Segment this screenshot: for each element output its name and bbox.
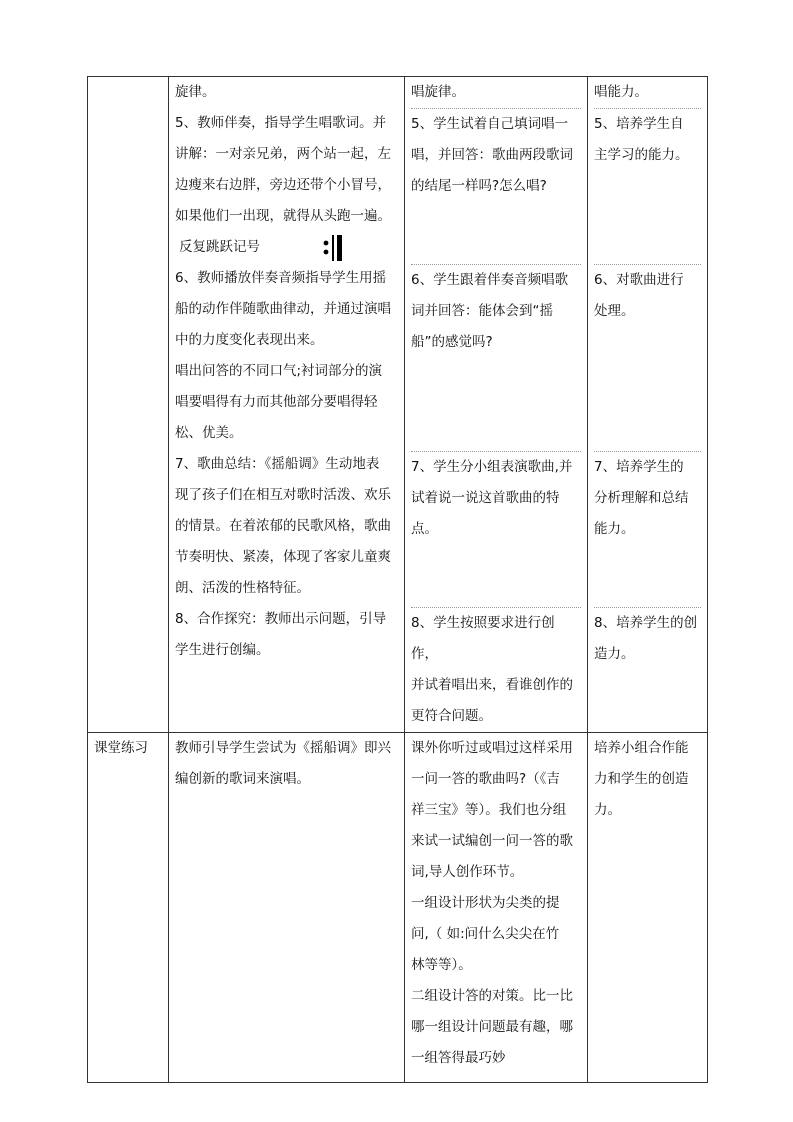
text-line: 课外你听过或唱过这样采用	[411, 740, 573, 756]
text-line: 问,（ 如:问什么尖尖在竹	[411, 926, 560, 942]
intent-block-1	[594, 77, 701, 108]
text-line: 处理。	[594, 303, 635, 319]
text-line: 节奏明快、紧凑，体现了客家儿童爽	[175, 549, 391, 565]
text-line: 力和学生的创造	[594, 771, 689, 787]
text-line: 8、合作探究：教师出示问题，引导	[175, 611, 387, 627]
repeat-sign-line	[175, 232, 398, 263]
student-block-7	[411, 451, 581, 607]
text-line: 5、学生试着自己填词唱一	[411, 116, 569, 132]
text-line: 8、培养学生的创	[594, 615, 698, 631]
text-line: 造力。	[594, 646, 635, 662]
text-line: 能力。	[594, 521, 635, 537]
text-line: 松、优美。	[175, 425, 243, 441]
text-line: 船的动作伴随歌曲律动，并通过演唱	[175, 301, 391, 317]
text-line: 二组设计答的对策。比一比	[411, 988, 573, 1004]
text-line: 边瘦来右边胖，旁边还带个小冒号，	[175, 177, 391, 193]
text-line: 分析理解和总结	[594, 490, 689, 506]
text-line: 6、对歌曲进行	[594, 272, 684, 288]
student-activity-cell	[405, 77, 588, 733]
intent-block-6	[594, 264, 701, 451]
intent-block-7	[594, 451, 701, 607]
text-line: 词,导人创作环节。	[411, 864, 524, 880]
text-line: 7、歌曲总结：《摇船调》生动地表	[175, 456, 380, 472]
teacher-practice-cell	[169, 733, 405, 1083]
teacher-activity-cell	[169, 77, 405, 733]
teacher-block-6	[175, 263, 398, 449]
text-line: 唱能力。	[594, 84, 648, 100]
text-line: 7、培养学生的	[594, 459, 684, 475]
text-line: 7、学生分小组表演歌曲,并	[411, 459, 573, 475]
text-line: 如果他们一出现，就得从头跑一遍。	[175, 208, 391, 224]
repeat-sign-icon	[322, 234, 344, 262]
text-line: 一问一答的歌曲吗?（《吉	[411, 771, 560, 787]
text-line: 教师引导学生尝试为《摇船调》即兴	[175, 740, 391, 756]
text-line: 点。	[411, 521, 438, 537]
teacher-block-7	[175, 449, 398, 604]
text-line: 并试着唱出来，看谁创作的	[411, 677, 573, 693]
stage-label-cell	[88, 77, 169, 733]
text-line: 编创新的歌词来演唱。	[175, 771, 310, 787]
text-line: 的结尾一样吗?怎么唱?	[411, 178, 547, 194]
intent-block-5	[594, 108, 701, 264]
text-line: 林等等）。	[411, 957, 472, 973]
text-line: 中的力度变化表现出来。	[175, 332, 324, 348]
text-line: 学生进行创编。	[175, 642, 270, 658]
stage-label-practice: 课堂练习	[88, 733, 169, 1083]
text-line: 5、培养学生自	[594, 116, 684, 132]
text-line: 6、教师播放伴奏音频指导学生用摇	[175, 270, 387, 286]
student-block-5	[411, 108, 581, 264]
student-block-6	[411, 264, 581, 451]
text-line: 更符合问题。	[411, 708, 492, 724]
text-line: 的情景。在着浓郁的民歌风格，歌曲	[175, 518, 391, 534]
text-line: 5、教师伴奏，指导学生唱歌词。并	[175, 115, 387, 131]
lesson-plan-table	[87, 76, 708, 1083]
text-line: 朗、活泼的性格特征。	[175, 580, 310, 596]
text-line: 一组答得最巧妙	[411, 1050, 506, 1066]
text-line: 词并回答：能体会到“摇	[411, 303, 553, 319]
text-line: 唱旋律。	[411, 84, 465, 100]
student-practice-cell	[405, 733, 588, 1083]
teacher-block-8	[175, 604, 398, 666]
student-block-8	[411, 607, 581, 732]
text-line: 8、学生按照要求进行创作，	[411, 615, 555, 662]
text-line: 哪一组设计问题最有趣，哪	[411, 1019, 573, 1035]
text-line: 6、学生跟着伴奏音频唱歌	[411, 272, 569, 288]
text-line: 来试一试编创一问一答的歌	[411, 833, 573, 849]
teacher-block-5	[175, 108, 398, 263]
student-block-1	[411, 77, 581, 108]
text-line: 培养小组合作能	[594, 740, 689, 756]
text-line: 船”的感觉吗?	[411, 334, 493, 350]
text-line: 一组设计形状为尖类的提	[411, 895, 560, 911]
text-line: 现了孩子们在相互对歌时活泼、欢乐	[175, 487, 391, 503]
teacher-block-1	[175, 77, 398, 108]
text-line: 祥三宝》等）。我们也分组	[411, 802, 567, 818]
intent-block-8	[594, 607, 701, 670]
text-line: 试着说一说这首歌曲的特	[411, 490, 560, 506]
design-intent-cell	[588, 77, 708, 733]
intent-practice-cell	[588, 733, 708, 1083]
text-line: 主学习的能力。	[594, 147, 689, 163]
text-line: 唱要唱得有力而其他部分要唱得轻	[175, 394, 378, 410]
text-line: 唱，并回答：歌曲两段歌词	[411, 147, 573, 163]
activities-row	[88, 77, 708, 733]
text-line: 唱出问答的不同口气;衬词部分的演	[175, 363, 383, 379]
text-line: 讲解：一对亲兄弟，两个站一起，左	[175, 146, 391, 162]
text-line: 力。	[594, 802, 621, 818]
repeat-sign-label: 反复跳跃记号	[179, 239, 260, 255]
text-line: 旋律。	[175, 84, 216, 100]
practice-row	[88, 733, 708, 1083]
